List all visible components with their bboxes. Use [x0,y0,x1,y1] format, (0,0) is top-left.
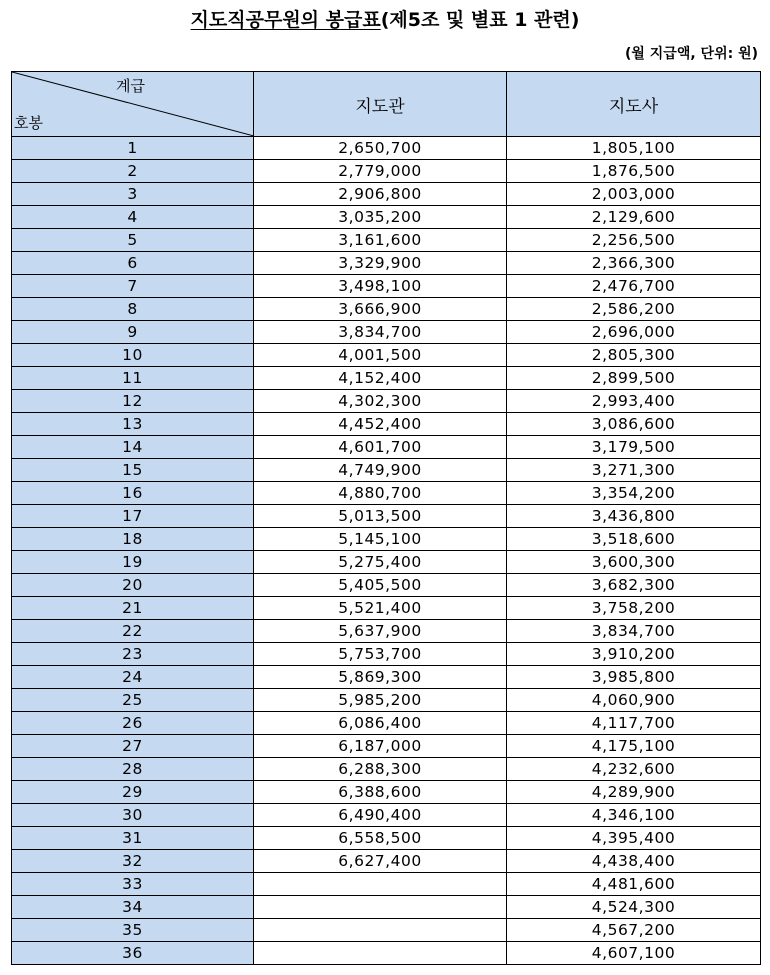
table-row [12,942,761,965]
jidogwan-salary-cell: 4,452,400 [254,413,507,436]
jidogwan-salary-cell [254,896,507,919]
column-header-jidosa: 지도사 [507,72,761,137]
jidogwan-salary-cell: 6,086,400 [254,712,507,735]
jidosa-salary-cell: 4,289,900 [507,781,761,804]
jidogwan-salary-cell: 4,302,300 [254,390,507,413]
jidosa-salary-cell: 2,366,300 [507,252,761,275]
jidosa-salary-cell: 4,524,300 [507,896,761,919]
table-row [12,735,761,758]
table-row [12,137,761,160]
table-row [12,367,761,390]
unit-note: (월 지급액, 단위: 원) [624,46,758,62]
table-row [12,206,761,229]
step-number-cell: 22 [12,620,254,643]
jidogwan-salary-cell: 6,187,000 [254,735,507,758]
step-number-cell: 14 [12,436,254,459]
table-row [12,758,761,781]
jidogwan-salary-cell: 5,145,100 [254,528,507,551]
step-number-cell: 30 [12,804,254,827]
jidosa-salary-cell: 4,395,400 [507,827,761,850]
jidosa-salary-cell: 4,481,600 [507,873,761,896]
jidogwan-salary-cell: 5,637,900 [254,620,507,643]
step-number-cell: 31 [12,827,254,850]
table-header-row [12,72,761,137]
table-row [12,482,761,505]
step-number-cell: 12 [12,390,254,413]
jidogwan-salary-cell [254,919,507,942]
page-title-suffix: (제5조 및 별표 1 관련) [380,9,580,31]
jidogwan-salary-cell: 4,749,900 [254,459,507,482]
step-number-cell: 35 [12,919,254,942]
jidogwan-salary-cell: 3,035,200 [254,206,507,229]
jidogwan-salary-cell: 5,869,300 [254,666,507,689]
table-row [12,229,761,252]
step-number-cell: 23 [12,643,254,666]
jidogwan-salary-cell: 5,013,500 [254,505,507,528]
table-row [12,275,761,298]
corner-header-cell [12,72,254,137]
page-title-main: 지도직공무원의 봉급표 [190,9,381,31]
table-row [12,666,761,689]
page-title [0,8,770,32]
jidosa-salary-cell: 3,354,200 [507,482,761,505]
jidosa-salary-cell: 3,910,200 [507,643,761,666]
jidogwan-salary-cell: 5,275,400 [254,551,507,574]
table-row [12,712,761,735]
jidogwan-salary-cell: 5,985,200 [254,689,507,712]
table-row [12,344,761,367]
table-row [12,896,761,919]
jidogwan-salary-cell: 6,558,500 [254,827,507,850]
jidosa-salary-cell: 3,271,300 [507,459,761,482]
table-row [12,827,761,850]
step-number-cell: 2 [12,160,254,183]
table-row [12,413,761,436]
table-row [12,781,761,804]
jidosa-salary-cell: 2,805,300 [507,344,761,367]
step-number-cell: 24 [12,666,254,689]
column-header-jidogwan: 지도관 [254,72,507,137]
jidogwan-salary-cell: 4,152,400 [254,367,507,390]
step-number-cell: 15 [12,459,254,482]
table-row [12,459,761,482]
jidogwan-salary-cell: 3,834,700 [254,321,507,344]
table-row [12,873,761,896]
table-row [12,505,761,528]
jidosa-salary-cell: 3,436,800 [507,505,761,528]
table-row [12,436,761,459]
corner-label-grade: 계급 [116,77,145,95]
table-row [12,643,761,666]
jidogwan-salary-cell: 5,753,700 [254,643,507,666]
table-row [12,597,761,620]
step-number-cell: 4 [12,206,254,229]
jidogwan-salary-cell: 5,521,400 [254,597,507,620]
jidogwan-salary-cell: 6,388,600 [254,781,507,804]
jidosa-salary-cell: 3,834,700 [507,620,761,643]
jidosa-salary-cell: 2,476,700 [507,275,761,298]
jidogwan-salary-cell [254,942,507,965]
step-number-cell: 5 [12,229,254,252]
step-number-cell: 28 [12,758,254,781]
jidosa-salary-cell: 4,567,200 [507,919,761,942]
jidogwan-salary-cell: 2,650,700 [254,137,507,160]
jidosa-salary-cell: 2,003,000 [507,183,761,206]
table-row [12,390,761,413]
step-number-cell: 26 [12,712,254,735]
step-number-cell: 7 [12,275,254,298]
jidogwan-salary-cell [254,873,507,896]
jidosa-salary-cell: 4,346,100 [507,804,761,827]
table-row [12,183,761,206]
step-number-cell: 19 [12,551,254,574]
step-number-cell: 1 [12,137,254,160]
jidogwan-salary-cell: 4,880,700 [254,482,507,505]
table-row [12,528,761,551]
step-number-cell: 10 [12,344,254,367]
jidogwan-salary-cell: 4,001,500 [254,344,507,367]
step-number-cell: 8 [12,298,254,321]
jidosa-salary-cell: 3,600,300 [507,551,761,574]
jidosa-salary-cell: 3,985,800 [507,666,761,689]
table-body [12,137,761,965]
jidogwan-salary-cell: 4,601,700 [254,436,507,459]
step-number-cell: 6 [12,252,254,275]
step-number-cell: 17 [12,505,254,528]
jidosa-salary-cell: 4,232,600 [507,758,761,781]
step-number-cell: 32 [12,850,254,873]
jidogwan-salary-cell: 6,288,300 [254,758,507,781]
table-row [12,850,761,873]
corner-label-step: 호봉 [14,114,43,132]
jidosa-salary-cell: 4,117,700 [507,712,761,735]
jidosa-salary-cell: 3,758,200 [507,597,761,620]
jidosa-salary-cell: 2,129,600 [507,206,761,229]
jidosa-salary-cell: 2,586,200 [507,298,761,321]
table-row [12,574,761,597]
jidosa-salary-cell: 4,607,100 [507,942,761,965]
table-row [12,551,761,574]
jidogwan-salary-cell: 3,498,100 [254,275,507,298]
step-number-cell: 16 [12,482,254,505]
table-row [12,919,761,942]
jidosa-salary-cell: 2,993,400 [507,390,761,413]
step-number-cell: 13 [12,413,254,436]
jidogwan-salary-cell: 3,161,600 [254,229,507,252]
jidogwan-salary-cell: 6,490,400 [254,804,507,827]
jidogwan-salary-cell: 2,906,800 [254,183,507,206]
step-number-cell: 29 [12,781,254,804]
step-number-cell: 21 [12,597,254,620]
step-number-cell: 36 [12,942,254,965]
jidosa-salary-cell: 2,696,000 [507,321,761,344]
step-number-cell: 34 [12,896,254,919]
jidogwan-salary-cell: 3,329,900 [254,252,507,275]
table-row [12,620,761,643]
jidosa-salary-cell: 4,438,400 [507,850,761,873]
jidogwan-salary-cell: 5,405,500 [254,574,507,597]
jidosa-salary-cell: 1,805,100 [507,137,761,160]
step-number-cell: 33 [12,873,254,896]
step-number-cell: 20 [12,574,254,597]
jidogwan-salary-cell: 3,666,900 [254,298,507,321]
step-number-cell: 3 [12,183,254,206]
table-row [12,298,761,321]
table-row [12,804,761,827]
step-number-cell: 25 [12,689,254,712]
jidosa-salary-cell: 3,179,500 [507,436,761,459]
jidosa-salary-cell: 3,682,300 [507,574,761,597]
step-number-cell: 11 [12,367,254,390]
jidogwan-salary-cell: 6,627,400 [254,850,507,873]
table-row [12,160,761,183]
table-row [12,252,761,275]
jidosa-salary-cell: 3,086,600 [507,413,761,436]
table-row [12,321,761,344]
jidogwan-salary-cell: 2,779,000 [254,160,507,183]
step-number-cell: 18 [12,528,254,551]
jidosa-salary-cell: 4,175,100 [507,735,761,758]
jidosa-salary-cell: 2,899,500 [507,367,761,390]
jidosa-salary-cell: 4,060,900 [507,689,761,712]
step-number-cell: 9 [12,321,254,344]
jidosa-salary-cell: 1,876,500 [507,160,761,183]
jidosa-salary-cell: 3,518,600 [507,528,761,551]
jidosa-salary-cell: 2,256,500 [507,229,761,252]
step-number-cell: 27 [12,735,254,758]
table-row [12,689,761,712]
salary-table [11,71,761,965]
